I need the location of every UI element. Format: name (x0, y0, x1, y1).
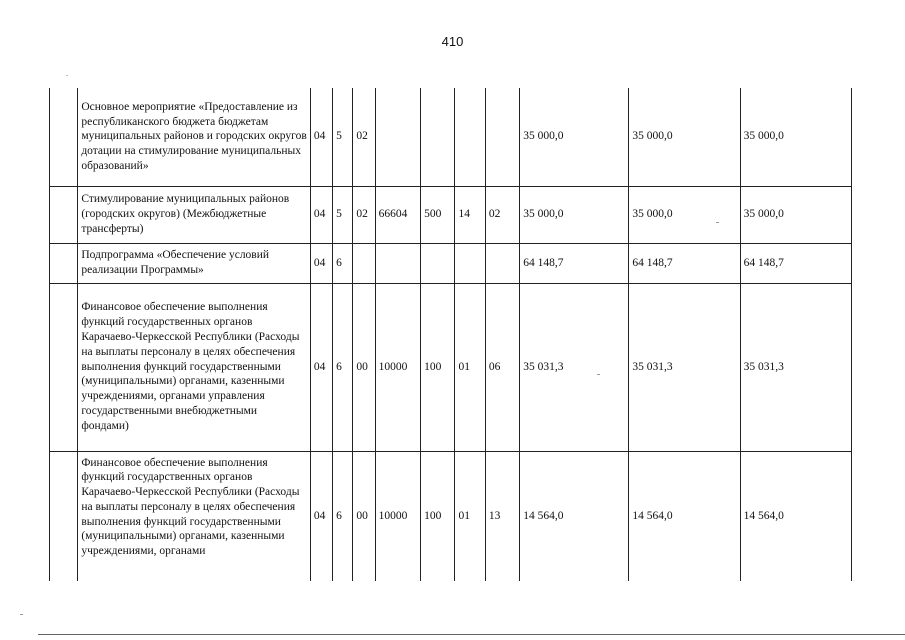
table-row (50, 88, 852, 186)
code-direction (375, 88, 421, 186)
table-row (50, 283, 852, 451)
scan-speck (716, 222, 719, 223)
code-section: 14 (455, 186, 485, 243)
code-event: 00 (353, 283, 375, 451)
code-subprogram: 5 (333, 186, 353, 243)
row-number-cell (50, 186, 78, 243)
code-section (455, 88, 485, 186)
code-direction: 10000 (375, 283, 421, 451)
amount-year-1: 35 000,0 (520, 186, 629, 243)
scan-speck (20, 614, 23, 615)
code-section: 01 (455, 283, 485, 451)
scan-speck (66, 75, 68, 76)
row-number-cell (50, 243, 78, 283)
amount-year-1: 35 031,3 (520, 283, 629, 451)
amount-year-1: 64 148,7 (520, 243, 629, 283)
code-subsection (485, 243, 519, 283)
item-name: Стимулирование муниципальных районов (городских округов) (Межбюджетные трансферты) (78, 186, 311, 243)
code-ministry: 04 (310, 243, 332, 283)
code-subsection: 06 (485, 283, 519, 451)
item-name: Подпрограмма «Обеспечение условий реализации Программы» (78, 243, 311, 283)
code-ministry: 04 (310, 283, 332, 451)
amount-year-3: 14 564,0 (740, 451, 851, 581)
code-section: 01 (455, 451, 485, 581)
code-expense-type: 100 (421, 283, 455, 451)
code-expense-type: 100 (421, 451, 455, 581)
amount-year-3: 35 031,3 (740, 283, 851, 451)
table-row (50, 243, 852, 283)
row-number-cell (50, 451, 78, 581)
item-name: Финансовое обеспечение выполнения функций государственных органов Карачаево-Черкесской Республики (Расходы на выплаты персоналу в целях обеспечения выполнения функций государственными (муниципальными) органами, казенными учреждениями, органами управления государственными внебюджетными фондами) (78, 283, 311, 451)
page-number: 410 (441, 34, 464, 49)
code-subsection (485, 88, 519, 186)
code-subsection: 13 (485, 451, 519, 581)
code-event: 02 (353, 88, 375, 186)
code-subprogram: 5 (333, 88, 353, 186)
row-number-cell (50, 88, 78, 186)
page-bottom-rule (38, 634, 905, 635)
code-direction: 10000 (375, 451, 421, 581)
amount-year-3: 64 148,7 (740, 243, 851, 283)
code-event: 02 (353, 186, 375, 243)
code-ministry: 04 (310, 451, 332, 581)
code-section (455, 243, 485, 283)
code-expense-type (421, 88, 455, 186)
budget-table (49, 88, 852, 581)
table-row (50, 451, 852, 581)
amount-year-2: 14 564,0 (629, 451, 740, 581)
amount-year-1: 14 564,0 (520, 451, 629, 581)
amount-year-2: 35 031,3 (629, 283, 740, 451)
row-number-cell (50, 283, 78, 451)
amount-year-3: 35 000,0 (740, 186, 851, 243)
amount-year-2: 64 148,7 (629, 243, 740, 283)
code-event (353, 243, 375, 283)
item-name: Основное мероприятие «Предоставление из республиканского бюджета бюджетам муниципальных районов и городских округов дотации на стимулирование муниципальных образований» (78, 88, 311, 186)
code-subprogram: 6 (333, 451, 353, 581)
code-subprogram: 6 (333, 283, 353, 451)
scan-speck (597, 374, 600, 375)
item-name: Финансовое обеспечение выполнения функций государственных органов Карачаево-Черкесской Республики (Расходы на выплаты персоналу в целях обеспечения выполнения функций государственными (муниципальными) органами, казенными учреждениями, органами (78, 451, 311, 581)
amount-year-3: 35 000,0 (740, 88, 851, 186)
amount-year-1: 35 000,0 (520, 88, 629, 186)
code-direction (375, 243, 421, 283)
code-direction: 66604 (375, 186, 421, 243)
code-subprogram: 6 (333, 243, 353, 283)
code-ministry: 04 (310, 186, 332, 243)
amount-year-2: 35 000,0 (629, 88, 740, 186)
code-ministry: 04 (310, 88, 332, 186)
amount-year-2: 35 000,0 (629, 186, 740, 243)
code-event: 00 (353, 451, 375, 581)
code-expense-type: 500 (421, 186, 455, 243)
table-row (50, 186, 852, 243)
code-subsection: 02 (485, 186, 519, 243)
code-expense-type (421, 243, 455, 283)
